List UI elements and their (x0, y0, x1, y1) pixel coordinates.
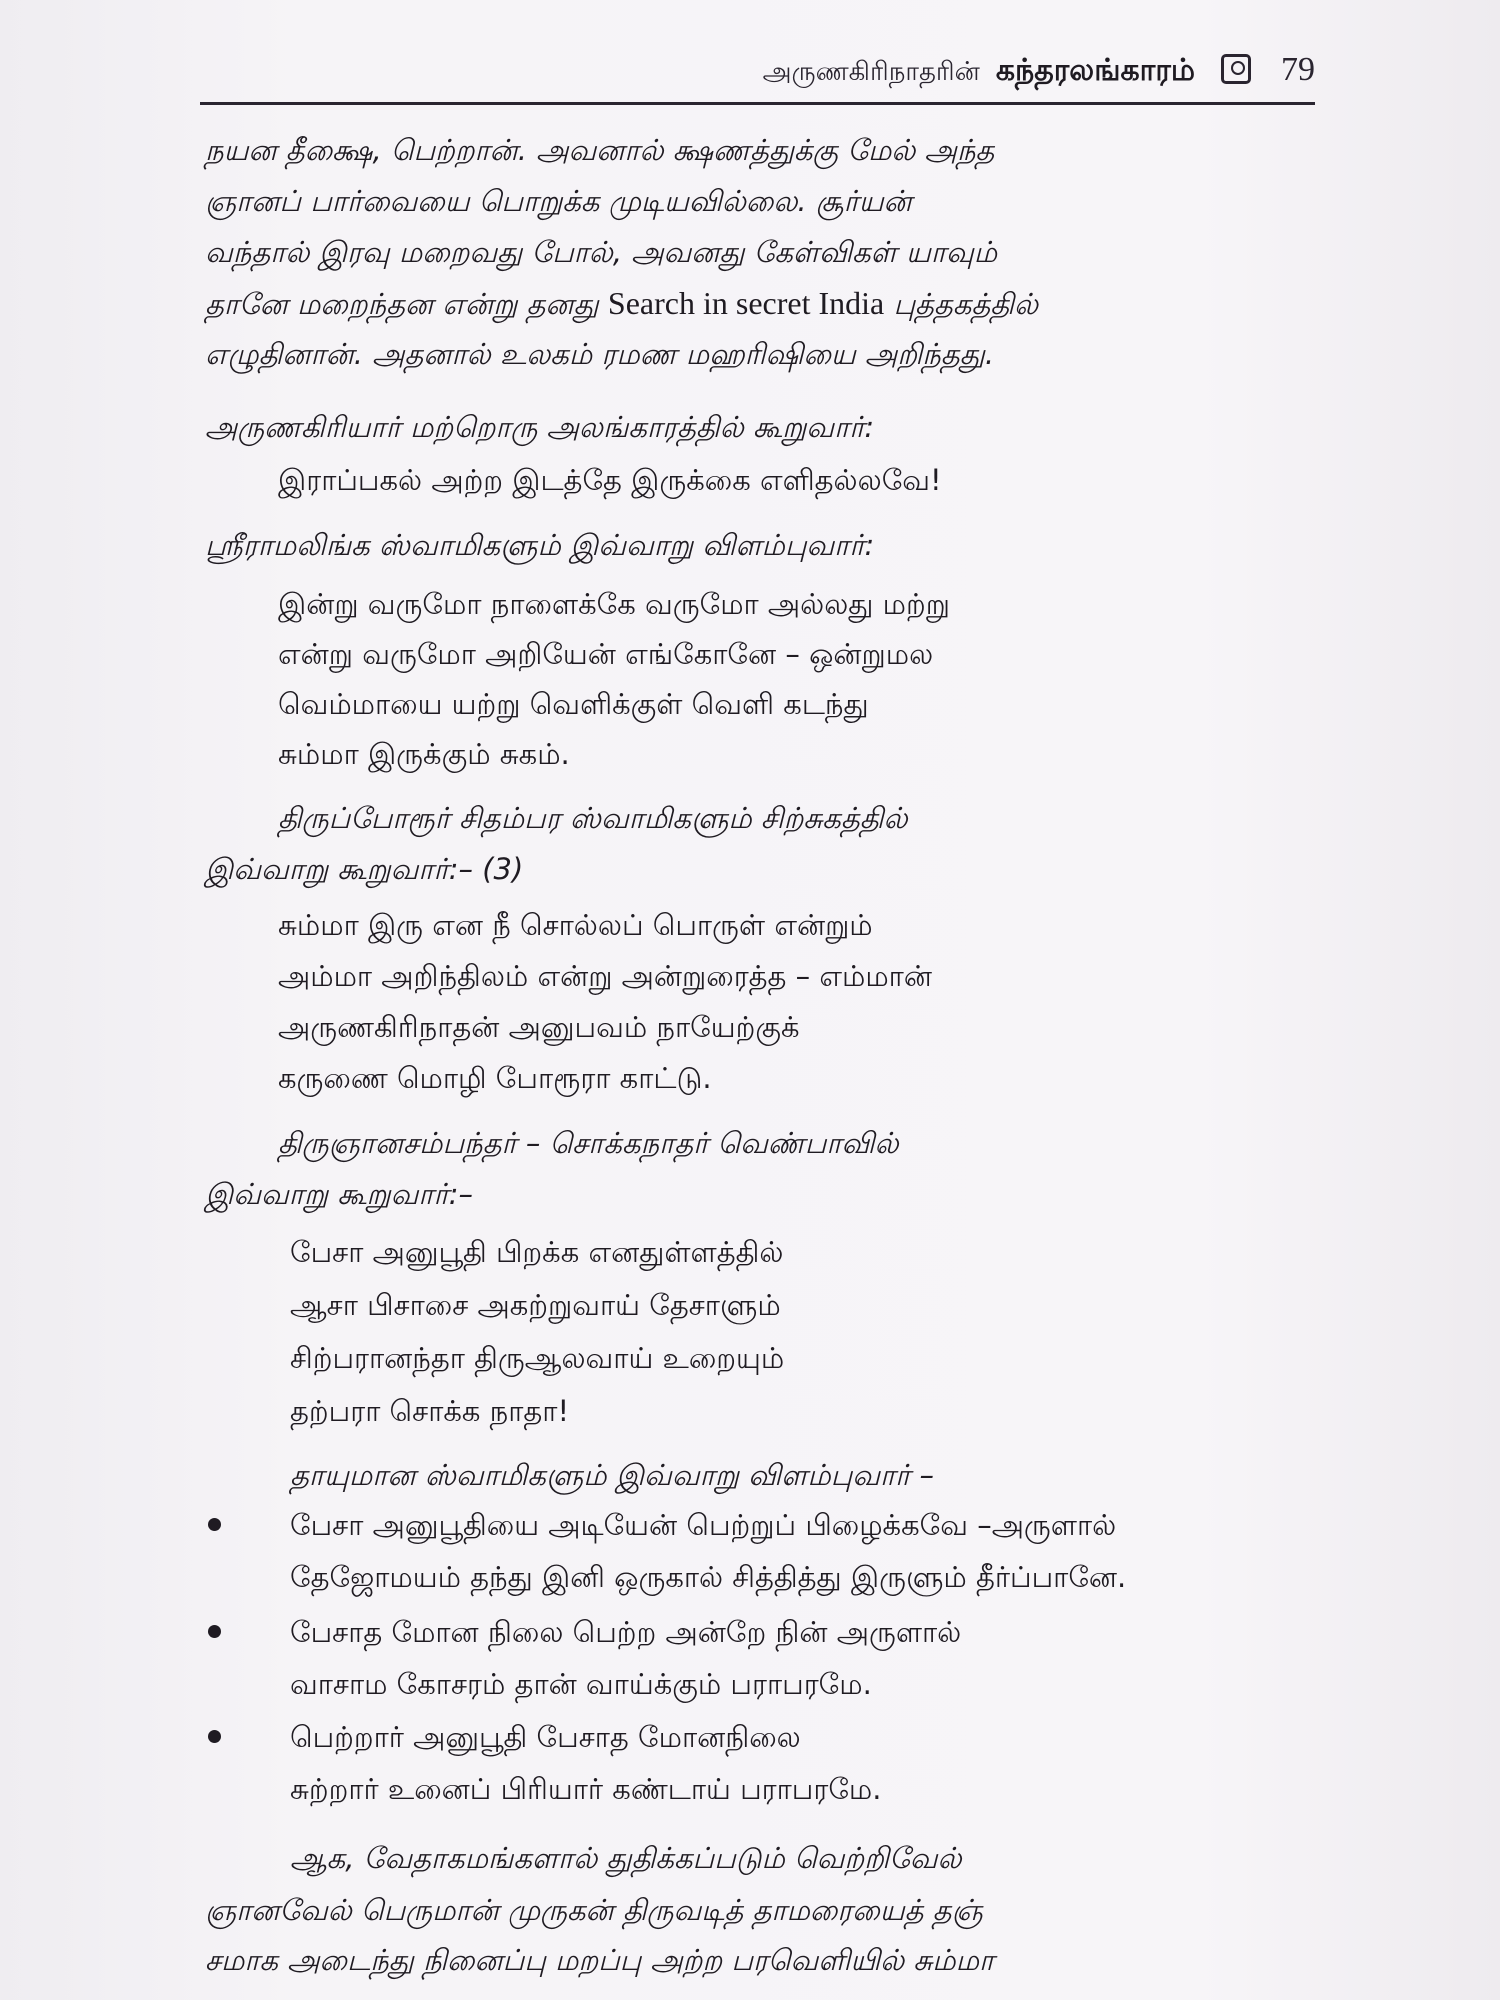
closing-line1: ஆக, வேதாகமங்களால் துதிக்கப்படும் வெற்றிவேல் (290, 1841, 962, 1875)
para1-line3: வந்தால் இரவு மறைவது போல், அவனது கேள்விகள் யாவும் (205, 235, 998, 269)
verse-ramalinga-1: இன்று வருமோ நாளைக்கே வருமோ அல்லது மற்று (278, 587, 950, 621)
verse-sambandar-1: பேசா அனுபூதி பிறக்க எனதுள்ளத்தில் (290, 1235, 784, 1269)
intro-thirupporur-2: இவ்வாறு கூறுவார்:– (3) (205, 852, 524, 886)
book-title-latin: Search in secret India (607, 285, 885, 321)
bullet1-line1: பேசா அனுபூதியை அடியேன் பெற்றுப் பிழைக்கவே –அருளால் (290, 1508, 1117, 1542)
verse-thirupporur-2: அம்மா அறிந்திலம் என்று அன்றுரைத்த – எம்மான் (278, 959, 932, 993)
publisher-logo-icon (1221, 54, 1251, 84)
verse-ramalinga-3: வெம்மாயை யற்று வெளிக்குள் வெளி கடந்து (278, 687, 869, 721)
bullet2-line2: வாசாம கோசரம் தான் வாய்க்கும் பராபரமே. (290, 1667, 872, 1701)
verse-thirupporur-3: அருணகிரிநாதன் அனுபவம் நாயேற்குக் (278, 1010, 800, 1044)
intro-arunagiri: அருணகிரியார் மற்றொரு அலங்காரத்தில் கூறுவார்: (205, 410, 875, 444)
bullet1-line2: தேஜோமயம் தந்து இனி ஒருகால் சித்தித்து இருளும் தீர்ப்பானே. (290, 1560, 1127, 1594)
page-number: 79 (1281, 51, 1315, 88)
verse-ramalinga-4: சும்மா இருக்கும் சுகம். (278, 737, 570, 771)
bullet2-line1: பேசாத மோன நிலை பெற்ற அன்றே நின் அருளால் (290, 1615, 962, 1649)
bullet-marker (208, 1625, 221, 1638)
intro-sambandar-2: இவ்வாறு கூறுவார்:– (205, 1177, 473, 1211)
running-header (200, 40, 1315, 105)
intro-thirupporur-1: திருப்போரூர் சிதம்பர ஸ்வாமிகளும் சிற்சுகத்தில் (278, 801, 908, 835)
bullet-marker (208, 1518, 221, 1531)
para1-line5: எழுதினான். அதனால் உலகம் ரமண மஹரிஷியை அறிந்தது. (205, 337, 995, 371)
quote-arunagiri: இராப்பகல் அற்ற இடத்தே இருக்கை எளிதல்லவே! (278, 463, 942, 497)
para1-line4 (205, 283, 1038, 324)
closing-line2: ஞானவேல் பெருமான் முருகன் திருவடித் தாமரையைத் தஞ் (205, 1893, 983, 1927)
verse-sambandar-3: சிற்பரானந்தா திருஆலவாய் உறையும் (290, 1341, 785, 1375)
para1-line4-end: புத்தகத்தில் (893, 287, 1039, 321)
verse-thirupporur-1: சும்மா இரு என நீ சொல்லப் பொருள் என்றும் (278, 908, 873, 942)
intro-sambandar-1: திருஞானசம்பந்தர் – சொக்கநாதர் வெண்பாவில் (278, 1126, 899, 1160)
bullet3-line2: சுற்றார் உனைப் பிரியார் கண்டாய் பராபரமே. (290, 1772, 882, 1806)
intro-ramalinga: ஸ்ரீராமலிங்க ஸ்வாமிகளும் இவ்வாறு விளம்புவார்: (205, 528, 875, 562)
verse-sambandar-2: ஆசா பிசாசை அகற்றுவாய் தேசாளும் (290, 1288, 781, 1322)
bullet-marker (208, 1730, 221, 1743)
para1-line2: ஞானப் பார்வையை பொறுக்க முடியவில்லை. சூர்யன் (205, 184, 912, 218)
header-title: கந்தரலங்காரம் (995, 53, 1195, 88)
para1-line1: நயன தீக்ஷை, பெற்றான். அவனால் க்ஷணத்துக்கு மேல் அந்த (205, 133, 995, 167)
intro-thayumanavar: தாயுமான ஸ்வாமிகளும் இவ்வாறு விளம்புவார் – (290, 1458, 935, 1492)
verse-thirupporur-4: கருணை மொழி போரூரா காட்டு. (278, 1061, 712, 1095)
verse-sambandar-4: தற்பரா சொக்க நாதா! (290, 1394, 570, 1428)
bullet3-line1: பெற்றார் அனுபூதி பேசாத மோனநிலை (290, 1720, 801, 1754)
verse-ramalinga-2: என்று வருமோ அறியேன் எங்கோனே – ஒன்றுமல (278, 637, 934, 671)
para1-line4-text: தானே மறைந்தன என்று தனது (205, 287, 599, 321)
closing-line3: சமாக அடைந்து நினைப்பு மறப்பு அற்ற பரவெளியில் சும்மா (205, 1943, 995, 1977)
header-subtitle: அருணகிரிநாதரின் (762, 57, 980, 87)
